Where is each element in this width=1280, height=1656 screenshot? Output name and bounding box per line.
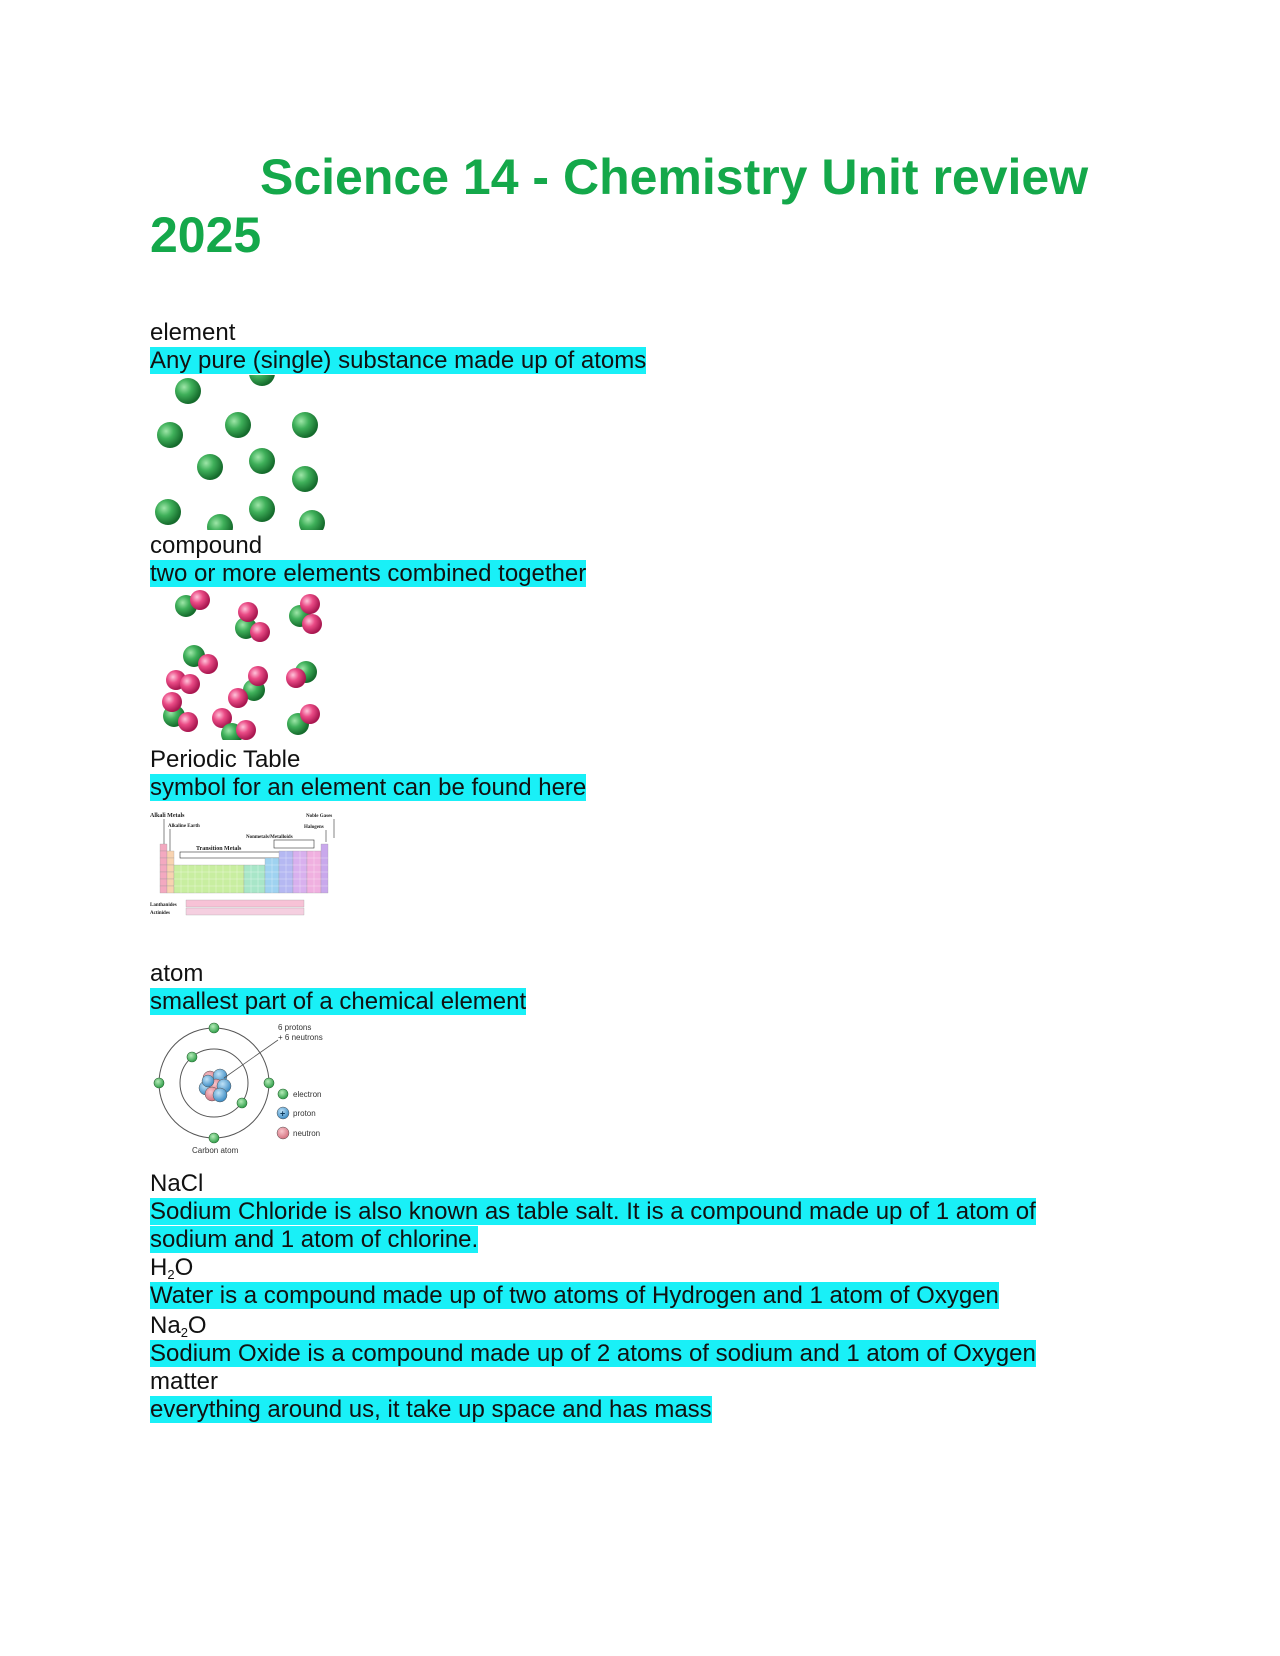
label-alkali-metals: Alkali Metals xyxy=(150,813,185,819)
term-compound: compound xyxy=(150,532,263,559)
definition-element: Any pure (single) substance made up of atoms xyxy=(150,347,647,374)
carbon-atom-diagram xyxy=(150,1018,340,1158)
label-transition-metals: Transition Metals xyxy=(196,846,242,852)
term-atom: atom xyxy=(150,960,204,987)
definition-periodic-table: symbol for an element can be found here xyxy=(150,774,587,801)
label-halogens: Halogens xyxy=(304,825,324,830)
term-na2o: $Na_2O$ xyxy=(150,1312,207,1340)
atom-caption: Carbon atom xyxy=(192,1146,239,1155)
term-element: element xyxy=(150,319,236,346)
label-actinides: Actinides xyxy=(150,911,170,916)
legend-electron: electron xyxy=(293,1090,322,1099)
neutrons-label: + 6 neutrons xyxy=(278,1033,323,1042)
title-line-1: Science 14 - Chemistry Unit review xyxy=(260,149,1089,205)
definition-matter: everything around us, it take up space and has mass xyxy=(150,1396,712,1423)
term-matter: matter xyxy=(150,1368,219,1395)
label-noble-gases: Noble Gases xyxy=(306,814,333,819)
periodic-table-image xyxy=(150,810,340,918)
definition-h2o: Water is a compound made up of two atoms of Hydrogen and 1 atom of Oxygen xyxy=(150,1282,999,1309)
legend-proton: proton xyxy=(293,1109,316,1118)
term-h2o: $H_2O$ xyxy=(150,1254,194,1282)
term-periodic-table: Periodic Table xyxy=(150,746,301,773)
legend-neutron: neutron xyxy=(293,1129,321,1138)
definition-atom: smallest part of a chemical element xyxy=(150,988,527,1015)
label-nonmetals: Nonmetals/Metalloids xyxy=(246,835,293,840)
protons-label: 6 protons xyxy=(278,1023,312,1032)
definition-na2o: Sodium Oxide is a compound made up of 2 atoms of sodium and 1 atom of Oxygen xyxy=(150,1340,1036,1367)
svg-text:+: + xyxy=(280,1108,286,1119)
title-line-2: 2025 xyxy=(150,207,262,263)
term-nacl: NaCl xyxy=(150,1170,204,1197)
definition-compound: two or more elements combined together xyxy=(150,560,587,587)
label-alkaline-earth: Alkaline Earth xyxy=(168,824,200,829)
definition-nacl: Sodium Chloride is also known as table salt. It is a compound made up of 1 atom of sodium and 1 atom of chlorine. xyxy=(150,1198,1036,1253)
compound-molecules-image xyxy=(150,588,330,740)
page-title xyxy=(150,148,1150,264)
element-atoms-image xyxy=(150,375,330,530)
label-lanthanides: Lanthanides xyxy=(150,903,177,908)
